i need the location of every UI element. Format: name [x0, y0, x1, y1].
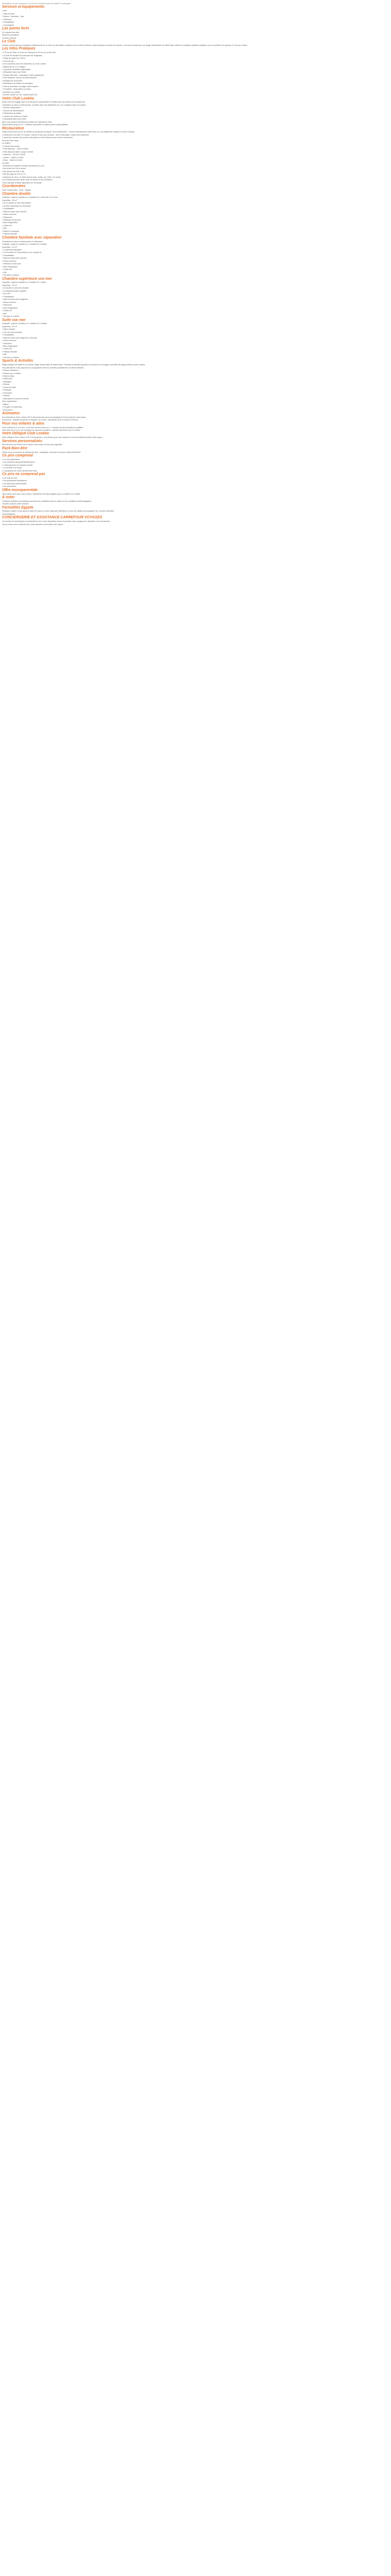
list-item: • L'assistance de notre représentant local — [2, 470, 389, 472]
paragraph: Superficie : 32 m² — [2, 284, 17, 286]
section-title: CONCIERGERIE ET ASSISTANCE CARREFOUR VOYAGES — [2, 516, 102, 520]
list-item: • Prêt de serviettes de plage contre caution — [2, 86, 389, 88]
list-item: • Lit supplémentaire possible — [2, 290, 389, 293]
section-title: À noter — [2, 496, 15, 500]
list-item: • Coffre-fort — [2, 225, 389, 227]
list-item: • Wifi — [2, 353, 389, 356]
list-item: • Boissons au verre, en libre-service (eau, sodas, jus, bière, vin local) — [2, 176, 389, 179]
paragraph: Plage publique de sable fin et piscine, plage interminable de sable blanc. Transats et parasols gratuits à la piscine et à la plage, serviettes de plage prêtées contre caution. — [2, 364, 146, 366]
section — [2, 97, 389, 127]
list-item: • Wifi gratuit dans tout l'hôtel — [2, 118, 389, 121]
paragraph: Club Lookéa Taba - Sinaï - Egypte — [2, 189, 31, 192]
section — [2, 277, 389, 318]
section — [2, 236, 389, 277]
section-title: Services et équipements — [2, 5, 45, 9]
paragraph: Départ tardif, jusqu'à 17h : chambre accessible en option (selon disponibilités). — [2, 124, 69, 126]
list-item: • Lit double ou deux lits simples — [2, 287, 389, 290]
section — [2, 318, 389, 360]
list-item: • Sèche-cheveux — [2, 260, 389, 263]
list-item: • Wifi — [2, 313, 389, 315]
section — [2, 488, 389, 496]
section-title: Chambre double — [2, 192, 31, 196]
paragraph: Passeport valide 6 mois après la date de retour ou carte nationale d'identité en cours de validité accompagnée de 2 photos d'identité. — [2, 510, 115, 513]
section-title: Restauration — [2, 126, 24, 130]
list-item: • L'hébergement en chambre double — [2, 464, 389, 467]
list-item: • Espace bien-être : massages contre supplément — [2, 74, 389, 77]
list-item: • Pétanque — [2, 389, 389, 392]
list-item: • Coffre-fort — [2, 348, 389, 350]
list-item: • Télévision écran plat — [2, 263, 389, 265]
list-item: • Séjour séparé — [2, 328, 389, 331]
list-item: • Climatisation — [2, 21, 389, 24]
list-item: • Terrasse ou balcon — [2, 274, 389, 277]
section-title: Formalités Egypte — [2, 505, 34, 510]
paragraph: Vous pouvez nous contacter pour toute question concernant votre séjour. — [2, 523, 64, 526]
block-label: LE BAR — [2, 162, 9, 164]
list-item: • Plongée et snorkeling — [2, 406, 389, 409]
list-item: • Formule tout inclus — [2, 145, 389, 148]
list-item: • Climatisation — [2, 255, 389, 257]
list-item: • Front de mer — [2, 60, 389, 63]
section-title: Suite vue mer — [2, 318, 26, 322]
section — [2, 516, 389, 526]
list-item: • Les vols aller/retour — [2, 459, 389, 461]
list-item: • Télévision écran plat — [2, 219, 389, 222]
list-item: • Une infirmerie, service de blanchisserie — [2, 77, 389, 79]
paragraph: Avec supplément : — [2, 400, 18, 403]
list-item: • Lit bébé disponible sur demande — [2, 205, 389, 208]
list-item: • Mini-réfrigérateur — [2, 266, 389, 268]
paragraph: Capacité : jusqu'à 3 adultes ou 2 adultes et 1 enfant — [2, 281, 46, 284]
list-item: • Animaux non admis — [2, 91, 389, 94]
paragraph: Superficie : 42 m² — [2, 246, 17, 248]
list-item: • Télévision — [2, 19, 389, 21]
list-item: • Petit déjeuner tardif : jusqu'à 10h30 — [2, 151, 389, 154]
list-item: • Télévision — [2, 304, 389, 307]
section-title: Votre Délégué Club Lookéa — [2, 432, 49, 436]
paragraph: Les horaires peuvent varier selon la saison et les conditions. — [2, 179, 53, 181]
list-item: • Climatisation — [2, 208, 389, 210]
list-item: • Tennis de table — [2, 386, 389, 389]
list-item: • Billard — [2, 403, 389, 406]
list-item: • Salle de bains avec baignoire et douche — [2, 337, 389, 340]
list-item: • 2 chambres séparées — [2, 249, 389, 251]
list-item: • Dîner : 18h30 à 21h00 — [2, 159, 389, 162]
paragraph: Offrez-vous un moment de détente au Spa : massages, hammam et sauna à tarif préférentiel. — [2, 451, 81, 453]
section — [2, 422, 389, 432]
list-item: • Wifi — [2, 227, 389, 230]
list-item: • Bar piscine de 10h à 18h — [2, 171, 389, 173]
list-item: • Télévision — [2, 343, 389, 345]
section-title: Votre Club Lookéa — [2, 96, 34, 100]
section-title: Les Infos Pratiques — [2, 47, 36, 51]
list-item: • Fitness — [2, 383, 389, 386]
section-title: Le Club — [2, 40, 15, 44]
list-item: • Terrasse ou balcon — [2, 357, 389, 359]
block-label: LA TABLE — [2, 142, 11, 145]
list-item: • Sèche-cheveux — [2, 213, 389, 216]
section-title: Ce prix comprend — [2, 454, 33, 458]
section — [2, 192, 389, 236]
section-title: Coordonnées — [2, 184, 26, 189]
section-title: Ce prix ne comprend pas — [2, 472, 45, 477]
section — [2, 5, 389, 27]
section-title: Offre monoparentale — [2, 488, 38, 492]
list-item: • Les assurances facultatives — [2, 480, 389, 482]
list-item: • Terrasse ou balcon — [2, 315, 389, 318]
paragraph: Laissez-vous tenter par l'ambiance chaleureuse de ce club à la décoration moderne et au confort moderne. Après quelques minutes de marche, vous serez séduit par une plage interminable de sable blanc offrant de multiples activités nautiques, pour les petits et les grands. À vous de choisir ! — [2, 44, 248, 46]
list-item: • Beach-volley — [2, 375, 389, 378]
section — [2, 454, 389, 472]
paragraph: Carte spéciale enfants disponible sur demande. — [2, 181, 42, 184]
paragraph: Ainsi vous pourrez pleinement profiter de l'expérience Club. — [2, 121, 53, 123]
section-title: Animation — [2, 412, 20, 416]
section-title: Les points forts — [2, 27, 29, 31]
list-item: • Wifi gratuit dans tout l'hôtel — [2, 71, 389, 74]
list-item: • Service de blanchisserie — [2, 110, 389, 112]
list-item: • Vue mer panoramique — [2, 331, 389, 334]
list-item: • Danses — [2, 395, 389, 397]
list-item: • Goûter : 16h00 à 17h00 — [2, 157, 389, 159]
section-title: Chambre familiale avec séparation — [2, 235, 62, 240]
paragraph: Horaires donnés à titre indicatif. — [2, 503, 29, 505]
list-item: • Un lit double ou deux lits simples — [2, 202, 389, 205]
list-item: • Sauna - Hammam - Spa — [2, 15, 389, 18]
list-item: • Bar de plage de 10h à 17h — [2, 173, 389, 176]
paragraph: Confort moderne — [2, 37, 17, 39]
list-item: • Salle de bains avec douche — [2, 211, 389, 213]
list-item: • Plateau thé/café — [2, 351, 389, 353]
list-item: • Location de voitures à l'hôtel — [2, 115, 389, 118]
list-item: • Boutique de souvenirs — [2, 80, 389, 82]
list-item: • Sèche-cheveux — [2, 301, 389, 304]
section-title: Pour vos enfants & ados — [2, 421, 45, 426]
paragraph: Des services sur mesure pour rendre votre séjour encore plus agréable. — [2, 444, 63, 446]
list-item: • À 2h30 de transfert de l'aéroport de Hurghada — [2, 55, 389, 57]
list-item: • Plage de sable fin à 150 m — [2, 57, 389, 60]
list-item: • À 5 km de Taba, à 13 km de l'aéroport et 15 km du centre-ville — [2, 52, 389, 54]
list-item: • Déjeuner : 12h30 à 14h30 — [2, 154, 389, 156]
list-item: • Les frais de visa — [2, 477, 389, 480]
paragraph: Repas servis sous forme de buffets au restaurant principal "Terra Restaurant" : cuisine internationale variée avec un coin pâtisserie-crêperie et show cooking. — [2, 131, 135, 133]
paragraph: 1 restaurant à la carte "El Campo" (ouvert 5 soirs par semaine ; avec réservation, repas hors boissons). — [2, 133, 89, 136]
paragraph: Chambres au décor contemporain, ouvertes dans des bâtiments de 2 ou 3 étages à flanc de colline. — [2, 104, 86, 106]
list-item: • Les excursions — [2, 485, 389, 488]
list-item: • Plateau thé/café — [2, 233, 389, 235]
paragraph: Nos animateurs Club Lookéa 100 % francophones vous accompagnent tout au long de votre séjour. — [2, 416, 86, 418]
paragraph: Certaines activités et prestations peuvent être modifiées selon la saison et les conditions météorologiques. — [2, 500, 92, 502]
section — [2, 506, 389, 516]
list-item: • Mini-réfrigérateur — [2, 307, 389, 310]
paragraph: Un espace bien-être — [2, 31, 20, 33]
list-item: • Téléphone — [2, 216, 389, 219]
list-item: • Service restauration* — [2, 107, 389, 109]
list-item: • Distributeur de billets — [2, 112, 389, 115]
section — [2, 439, 389, 447]
list-item: • Les transferts aéroport/hôtel/aéroport — [2, 461, 389, 464]
section — [2, 359, 389, 412]
paragraph: Votre délégué Club Lookéa, 100 % francophone, est présent pour vous informer et vous conseiller pendant votre séjour. — [2, 436, 103, 439]
paragraph: Formule Tout Inclus. — [2, 139, 20, 142]
list-item: • Aquagym — [2, 381, 389, 383]
list-item: • Balcon ou terrasse — [2, 230, 389, 233]
list-item: • Climatisation — [2, 334, 389, 336]
list-item: • Wifi — [2, 10, 389, 12]
list-item: • Salle de bain — [2, 13, 389, 15]
paragraph: Capacité : jusqu'à 4 adultes ou 2 adultes et 2 enfants — [2, 323, 47, 325]
list-item: • Les dépenses personnelles — [2, 483, 389, 485]
section — [2, 27, 389, 40]
list-item: • Climatisation — [2, 296, 389, 298]
section-title: Services personnalisés — [2, 439, 42, 443]
section-title: Chambre supérieure vue mer — [2, 277, 52, 281]
section — [2, 47, 389, 96]
list-item: • Bar ouvert de 10h à minuit — [2, 167, 389, 170]
paragraph: Superficie : 28 m² — [2, 199, 17, 201]
paragraph: 1 snack-bar servant des snacks, des glaces et des boissons aux heures d'ouverture. — [2, 137, 73, 139]
list-item: • Spectacles et soirées à thème — [2, 398, 389, 400]
list-item: • Distributeur de billets à la réception — [2, 82, 389, 85]
section-title: Sports & Activités — [2, 359, 34, 363]
list-item: • Bâtiments de 2 à 3 étages — [2, 66, 389, 69]
list-item: • Sélection de boissons locales alcoolisées ou non — [2, 165, 389, 167]
list-item: • Coffre-fort — [2, 268, 389, 271]
list-item: • Conciergerie — [2, 24, 389, 27]
list-item: • Mini-réfrigérateur — [2, 345, 389, 348]
paragraph: En journée : activités sportives et ludiques, en soirée : spectacles, jeux et soirées à thème. — [2, 419, 78, 421]
section — [2, 496, 389, 506]
paragraph: Chambres au décor contemporain et chaleureux. — [2, 240, 43, 243]
paragraph: Capacité : jusqu'à 2 adultes ou 2 adultes et 1 enfant de 2 à 11 ans — [2, 196, 58, 199]
paragraph: Un service de conciergerie et d'assistance est à votre disposition avant et pendant votre voyage pour répondre à vos demandes. — [2, 520, 110, 523]
paragraph: Notre club est engagé dans une démarche responsable et certifié pour ses actions éco-citoyennes. — [2, 101, 86, 104]
paragraph: Nos animateurs vous proposent un programme riche en activités quotidiennes et soirées festives. — [2, 366, 85, 369]
intro-text: Description Ce prix comprend / Ce prix ne comprend pas Formalités Conciergerie — [2, 3, 71, 5]
list-item: • Excursions — [2, 409, 389, 412]
section — [2, 412, 389, 422]
list-item: • Vue mer — [2, 293, 389, 295]
section — [2, 127, 389, 185]
paragraph: Vous partez seul avec votre enfant ? Bénéficiez de tarifs adaptés pour un adulte et un enfant. — [2, 493, 81, 495]
list-item: • Transferts : réservation sur place — [2, 88, 389, 91]
list-item: • Salle de bains avec douche — [2, 257, 389, 260]
paragraph: Visa obligatoire. — [2, 513, 16, 515]
list-item: • 204 chambres dont 100 réservées au Club Lookéa — [2, 63, 389, 65]
section — [2, 432, 389, 439]
list-item: • Piscine pour enfants — [2, 372, 389, 375]
list-item: • La formule Tout Inclus — [2, 467, 389, 469]
list-item: • Mini-réfrigérateur — [2, 222, 389, 224]
list-item: • Fléchettes — [2, 392, 389, 395]
list-item: • Sèche-cheveux — [2, 340, 389, 342]
paragraph: Diverses animations — [2, 34, 20, 37]
list-item: • Coffre-fort — [2, 310, 389, 312]
list-item: • Un lit double et 2 lits simples ou un canapé-lit — [2, 251, 389, 254]
document — [0, 0, 391, 526]
list-item: • Chambres familiales disponibles — [2, 69, 389, 71]
paragraph: Capacité : jusqu'à 4 adultes ou 2 adultes et 2 enfants — [2, 243, 47, 246]
section — [2, 472, 389, 488]
list-item: • Petit déjeuner : 7h00 à 10h00 — [2, 148, 389, 150]
section — [2, 40, 389, 47]
section — [2, 447, 389, 454]
paragraph: Superficie : 52 m² — [2, 325, 17, 328]
paragraph: Club ados de 13 à 17 ans pendant les vacances scolaires : activités sportives, jeux et sorties. — [2, 429, 81, 431]
list-item: • Piscine extérieure — [2, 369, 389, 372]
section-title: Pack Bien-être — [2, 446, 27, 450]
list-item: • Wifi — [2, 272, 389, 274]
list-item: • Water-polo — [2, 378, 389, 380]
list-item: • Salle de bains avec baignoire — [2, 298, 389, 301]
list-item: • Arrivée à partir de 14h, départ avant 12h — [2, 94, 389, 96]
paragraph: Club enfants de 4 à 12 ans : mini-club ouvert 6 jours sur 7, encadré par des animateurs qualifiés. — [2, 426, 84, 429]
